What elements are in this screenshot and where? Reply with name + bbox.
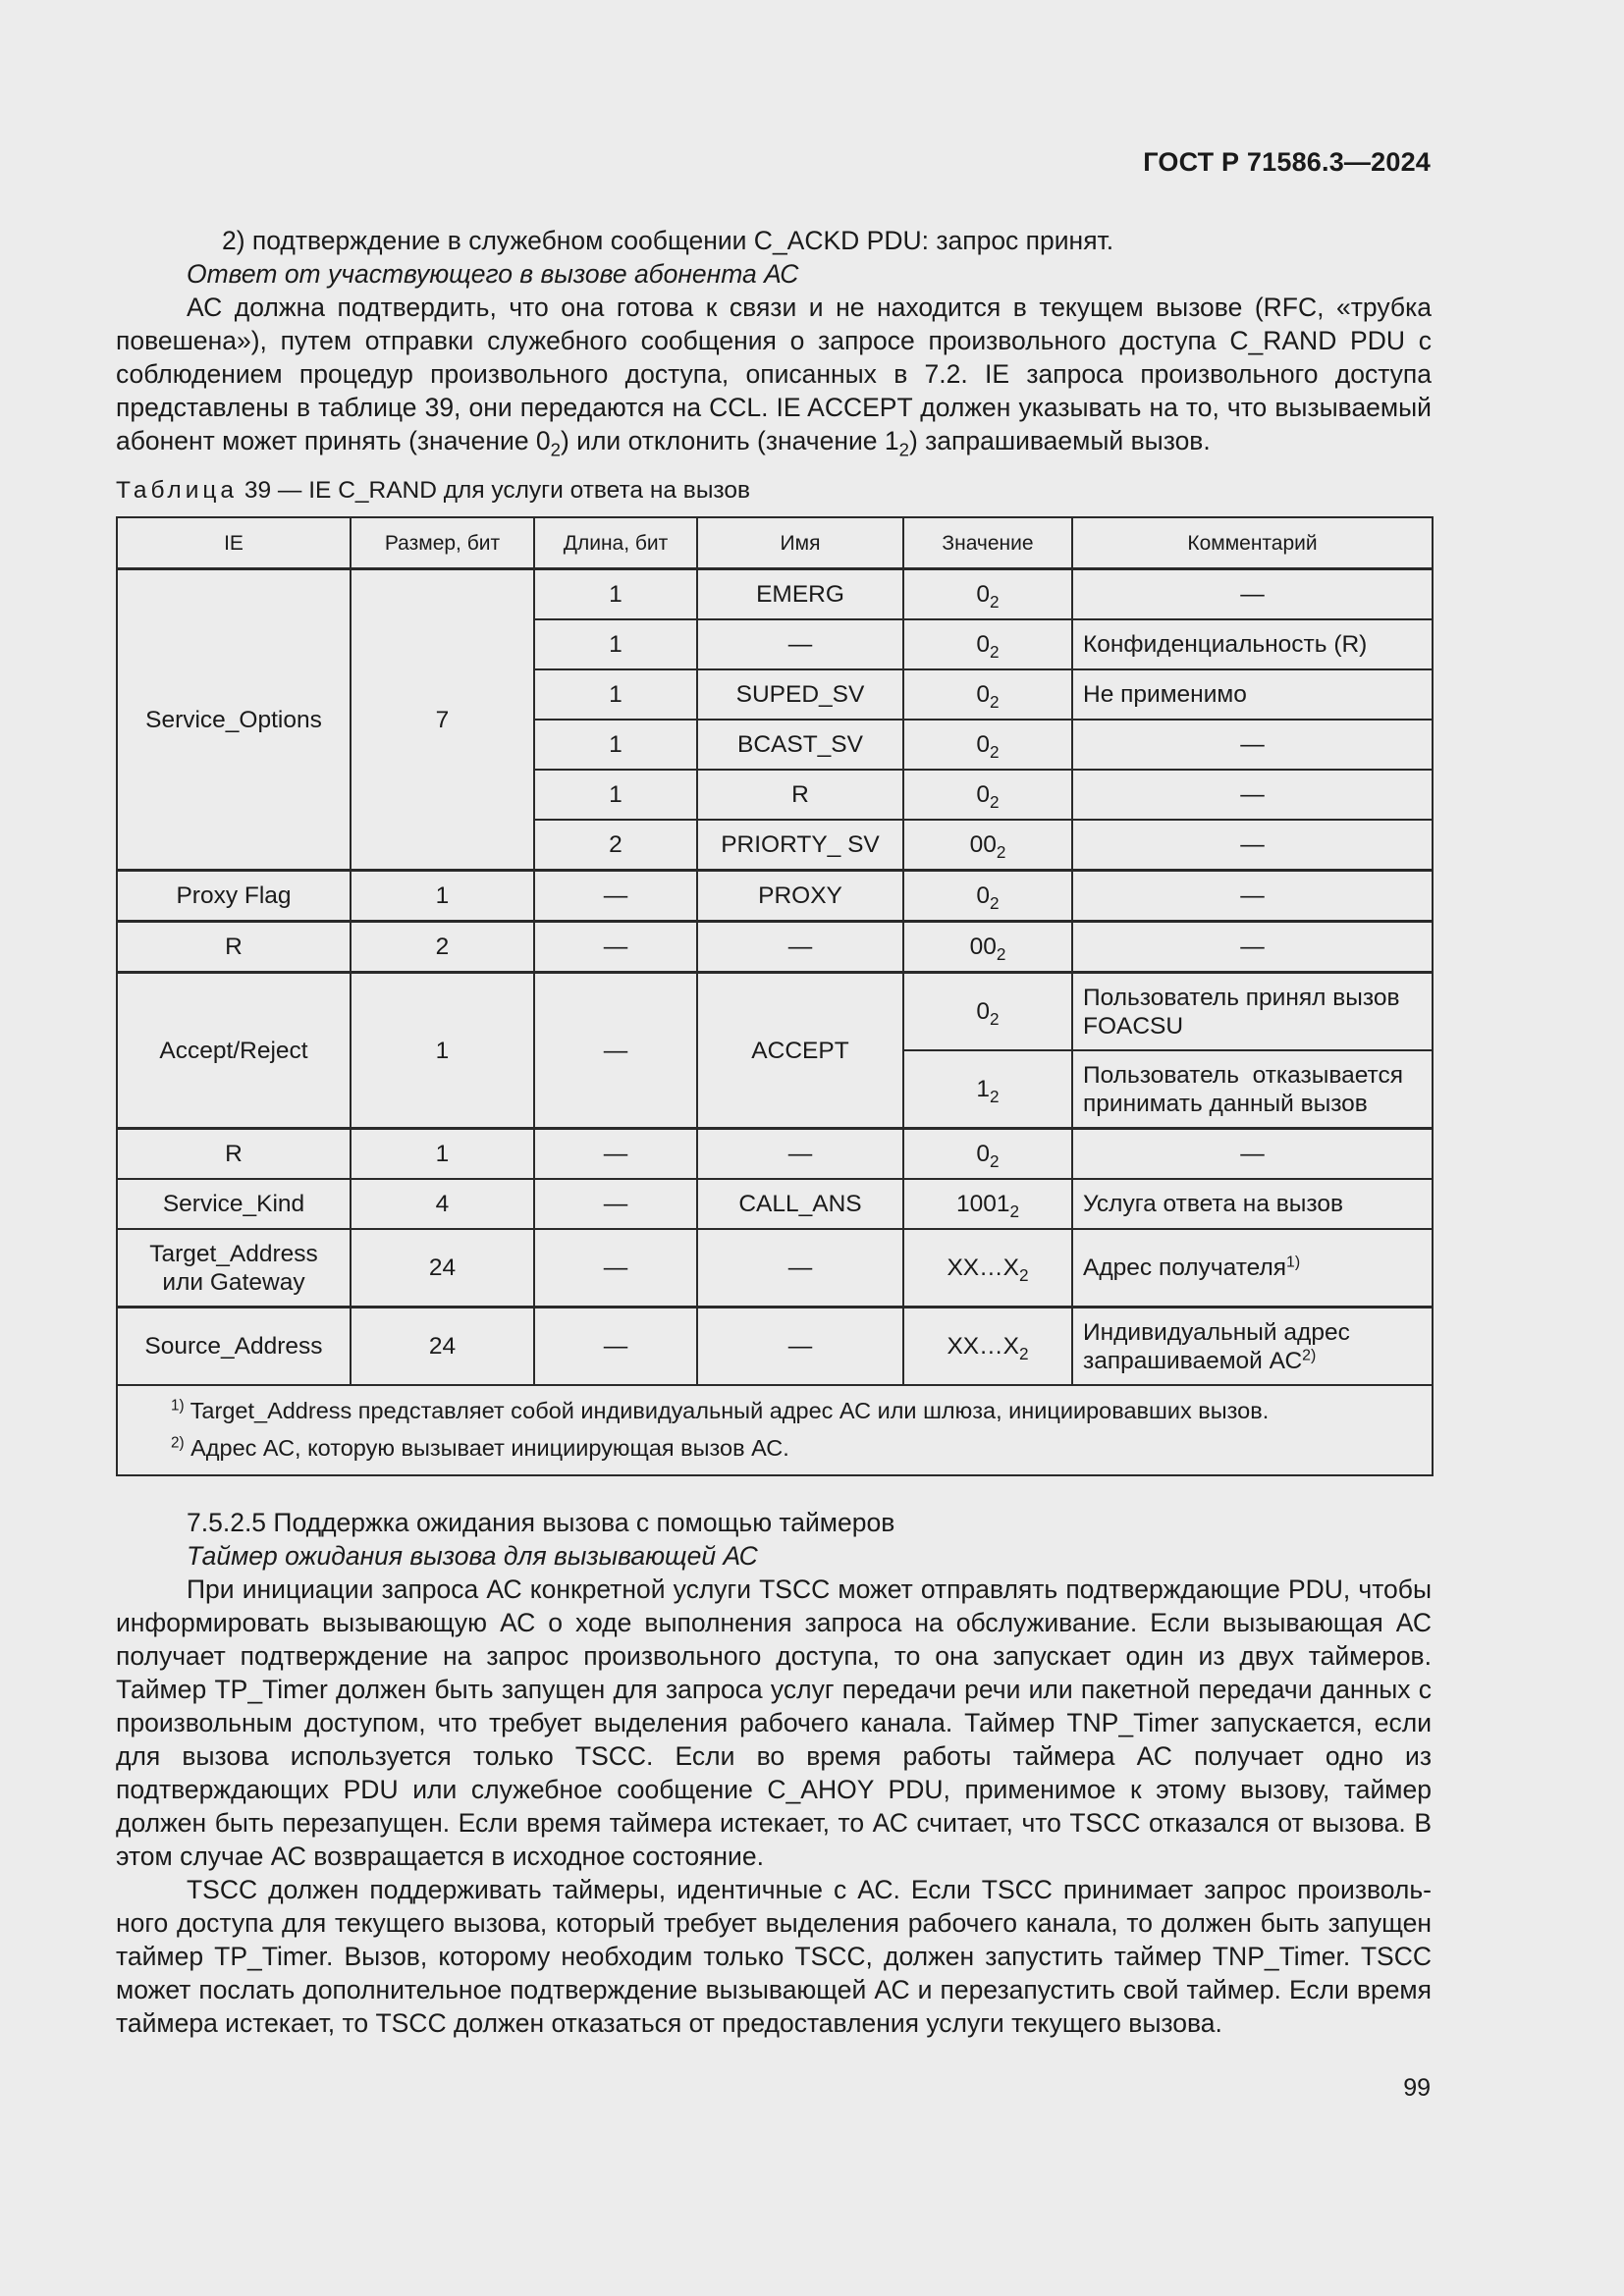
- cell-ie: Target_Address или Gateway: [117, 1229, 351, 1308]
- cell-ie: Proxy Flag: [117, 871, 351, 922]
- cell-name: PROXY: [697, 871, 903, 922]
- cell-ie: Source_Address: [117, 1308, 351, 1386]
- header-comment: Комментарий: [1072, 517, 1433, 569]
- section-heading: 7.5.2.5 Поддержка ожидания вызова с помощью таймеров: [187, 1508, 895, 1537]
- cell-value: $1001_2$: [903, 1179, 1072, 1229]
- cell-length: —: [534, 1129, 697, 1180]
- cell-ie: Service_Options: [117, 569, 351, 871]
- table-notes-row: [117, 1385, 1433, 1475]
- cell-comment: —: [1072, 820, 1433, 871]
- section-subheading: Таймер ожидания вызова для вызывающей АС: [187, 1541, 758, 1571]
- table-caption: Таблица 39 — IE C_RAND для услуги ответа на вызов: [116, 477, 751, 504]
- table-row: [117, 1129, 1433, 1180]
- cell-value: $XX\dots X_2$: [903, 1229, 1072, 1308]
- cell-ie: Accept/Reject: [117, 973, 351, 1129]
- footnote-1: $^{1)}$ Target_Address представляет собой индивидуальный адрес АС или шлюза, инициировавших вызов.: [171, 1397, 1270, 1423]
- cell-size: 24: [351, 1229, 534, 1308]
- header-ie: IE: [117, 517, 351, 569]
- table-row: [117, 922, 1433, 973]
- cell-length: 1: [534, 669, 697, 720]
- subheading-response: Ответ от участвующего в вызове абонента АС: [187, 259, 799, 289]
- cell-name: —: [697, 1308, 903, 1386]
- cell-comment: —: [1072, 1129, 1433, 1180]
- cell-length: —: [534, 1179, 697, 1229]
- cell-comment: Адрес получателя$^{1)}$: [1072, 1229, 1433, 1308]
- cell-value: $0_2$: [903, 770, 1072, 820]
- cell-comment: Конфиденциальность (R): [1072, 619, 1433, 669]
- table-row: [117, 1308, 1433, 1386]
- cell-value: $0_2$: [903, 871, 1072, 922]
- cell-size: 1: [351, 973, 534, 1129]
- header-name: Имя: [697, 517, 903, 569]
- cell-value: $0_2$: [903, 973, 1072, 1051]
- cell-value: $XX\dots X_2$: [903, 1308, 1072, 1386]
- table-row: [117, 569, 1433, 620]
- cell-length: 1: [534, 569, 697, 620]
- cell-size: 2: [351, 922, 534, 973]
- cell-comment: —: [1072, 922, 1433, 973]
- cell-name: PRIORTY_ SV: [697, 820, 903, 871]
- cell-name: EMERG: [697, 569, 903, 620]
- cell-name: R: [697, 770, 903, 820]
- cell-name: —: [697, 922, 903, 973]
- cell-value: $0_2$: [903, 569, 1072, 620]
- cell-size: 1: [351, 871, 534, 922]
- cell-ie: R: [117, 1129, 351, 1180]
- header-size: Размер, бит: [351, 517, 534, 569]
- ie-table: [116, 516, 1434, 1476]
- cell-ie: Service_Kind: [117, 1179, 351, 1229]
- cell-name: ACCEPT: [697, 973, 903, 1129]
- page-content: [116, 224, 1432, 2040]
- section-paragraph-2: TSCC должен поддерживать таймеры, идентичные с АС. Если TSCC принимает запрос произвольного доступа для текущего вызова, который требует выделения рабочего канала, то должен быть запущен таймер TP_Timer. Вызов, которому необходим только TSCC, должен запустить таймер TNP_Timer. TSCC может послать дополнительное подтверждение вызывающей АС и перезапустить свой таймер. Если время таймера истекает, то TSCC должен отказаться от предоставления услуги текущего вызова.: [116, 1875, 1432, 2038]
- table-row: [117, 973, 1433, 1051]
- cell-length: —: [534, 1229, 697, 1308]
- cell-name: —: [697, 619, 903, 669]
- cell-name: BCAST_SV: [697, 720, 903, 770]
- cell-value: $1_2$: [903, 1050, 1072, 1129]
- cell-size: 4: [351, 1179, 534, 1229]
- cell-comment: Услуга ответа на вызов: [1072, 1179, 1433, 1229]
- cell-size: 24: [351, 1308, 534, 1386]
- cell-length: —: [534, 973, 697, 1129]
- cell-length: —: [534, 871, 697, 922]
- cell-length: 2: [534, 820, 697, 871]
- cell-comment: —: [1072, 770, 1433, 820]
- cell-ie: R: [117, 922, 351, 973]
- cell-size: 7: [351, 569, 534, 871]
- footnote-2: $^{2)}$ Адрес АС, которую вызывает инициирующая вызов АС.: [171, 1434, 789, 1461]
- table-row: [117, 871, 1433, 922]
- cell-length: 1: [534, 619, 697, 669]
- table-header-row: [117, 517, 1433, 569]
- cell-comment: —: [1072, 871, 1433, 922]
- list-item-2: 2) подтверждение в служебном сообщении C_ACKD PDU: запрос принят.: [222, 226, 1114, 255]
- table-row: [117, 1229, 1433, 1308]
- header-length: Длина, бит: [534, 517, 697, 569]
- table-notes: [117, 1385, 1433, 1475]
- cell-comment: Пользователь отказывается принимать данный вызов: [1072, 1050, 1433, 1129]
- cell-length: 1: [534, 720, 697, 770]
- cell-comment: Не применимо: [1072, 669, 1433, 720]
- cell-name: —: [697, 1229, 903, 1308]
- cell-name: —: [697, 1129, 903, 1180]
- header-value: Значение: [903, 517, 1072, 569]
- cell-comment: —: [1072, 720, 1433, 770]
- cell-length: —: [534, 922, 697, 973]
- cell-value: $0_2$: [903, 619, 1072, 669]
- cell-value: $00_2$: [903, 922, 1072, 973]
- cell-value: $0_2$: [903, 1129, 1072, 1180]
- page-number: 99: [1403, 2074, 1431, 2102]
- cell-value: $00_2$: [903, 820, 1072, 871]
- cell-value: $0_2$: [903, 669, 1072, 720]
- cell-comment: Индивидуальный адрес запрашиваемой АС$^{2)}$: [1072, 1308, 1433, 1386]
- cell-size: 1: [351, 1129, 534, 1180]
- cell-length: —: [534, 1308, 697, 1386]
- cell-value: $0_2$: [903, 720, 1072, 770]
- cell-name: CALL_ANS: [697, 1179, 903, 1229]
- cell-length: 1: [534, 770, 697, 820]
- document-code: ГОСТ Р 71586.3—2024: [1143, 147, 1431, 177]
- section-paragraph-1: При инициации запроса АС конкретной услуги TSCC может отправлять подтверждающие PDU, чтобы информировать вызывающую АС о ходе выполнения запроса на обслуживание. Если вызывающая АС получает подтверждение на запрос произвольного доступа, то она запускает один из двух таймеров. Таймер TP_Timer должен быть запущен для запроса услуг передачи речи или пакетной передачи данных с произвольным доступом, что требует выделения рабочего канала. Таймер TNP_Timer запускается, если для вызова используется только TSCC. Если во время работы таймера АС получает одно из подтверждающих PDU или служебное сообщение C_AHOY PDU, применимое к этому вызову, таймер должен быть перезапущен. Если время таймера истекает, то АС считает, что TSCC отказался от вызова. В этом случае АС возвращается в исходное состояние.: [116, 1575, 1432, 1871]
- cell-comment: —: [1072, 569, 1433, 620]
- cell-comment: Пользователь принял вызов FOACSU: [1072, 973, 1433, 1051]
- paragraph-accept: АС должна подтвердить, что она готова к связи и не находится в текущем вызове (RFC, «трубка повешена»), путем отправки служебного сообщения о запросе произвольного доступа C_RAND PDU с соблюдением процедур произвольного доступа, описанных в 7.2. IE запроса произвольного доступа представлены в таблице 39, они передаются на CCL. IE ACCEPT должен указывать на то, что вызываемый абонент может принять (значение $0_2$) или отклонить (значение $1_2$) запрашиваемый вызов.: [116, 293, 1432, 460]
- cell-name: SUPED_SV: [697, 669, 903, 720]
- table-row: [117, 1179, 1433, 1229]
